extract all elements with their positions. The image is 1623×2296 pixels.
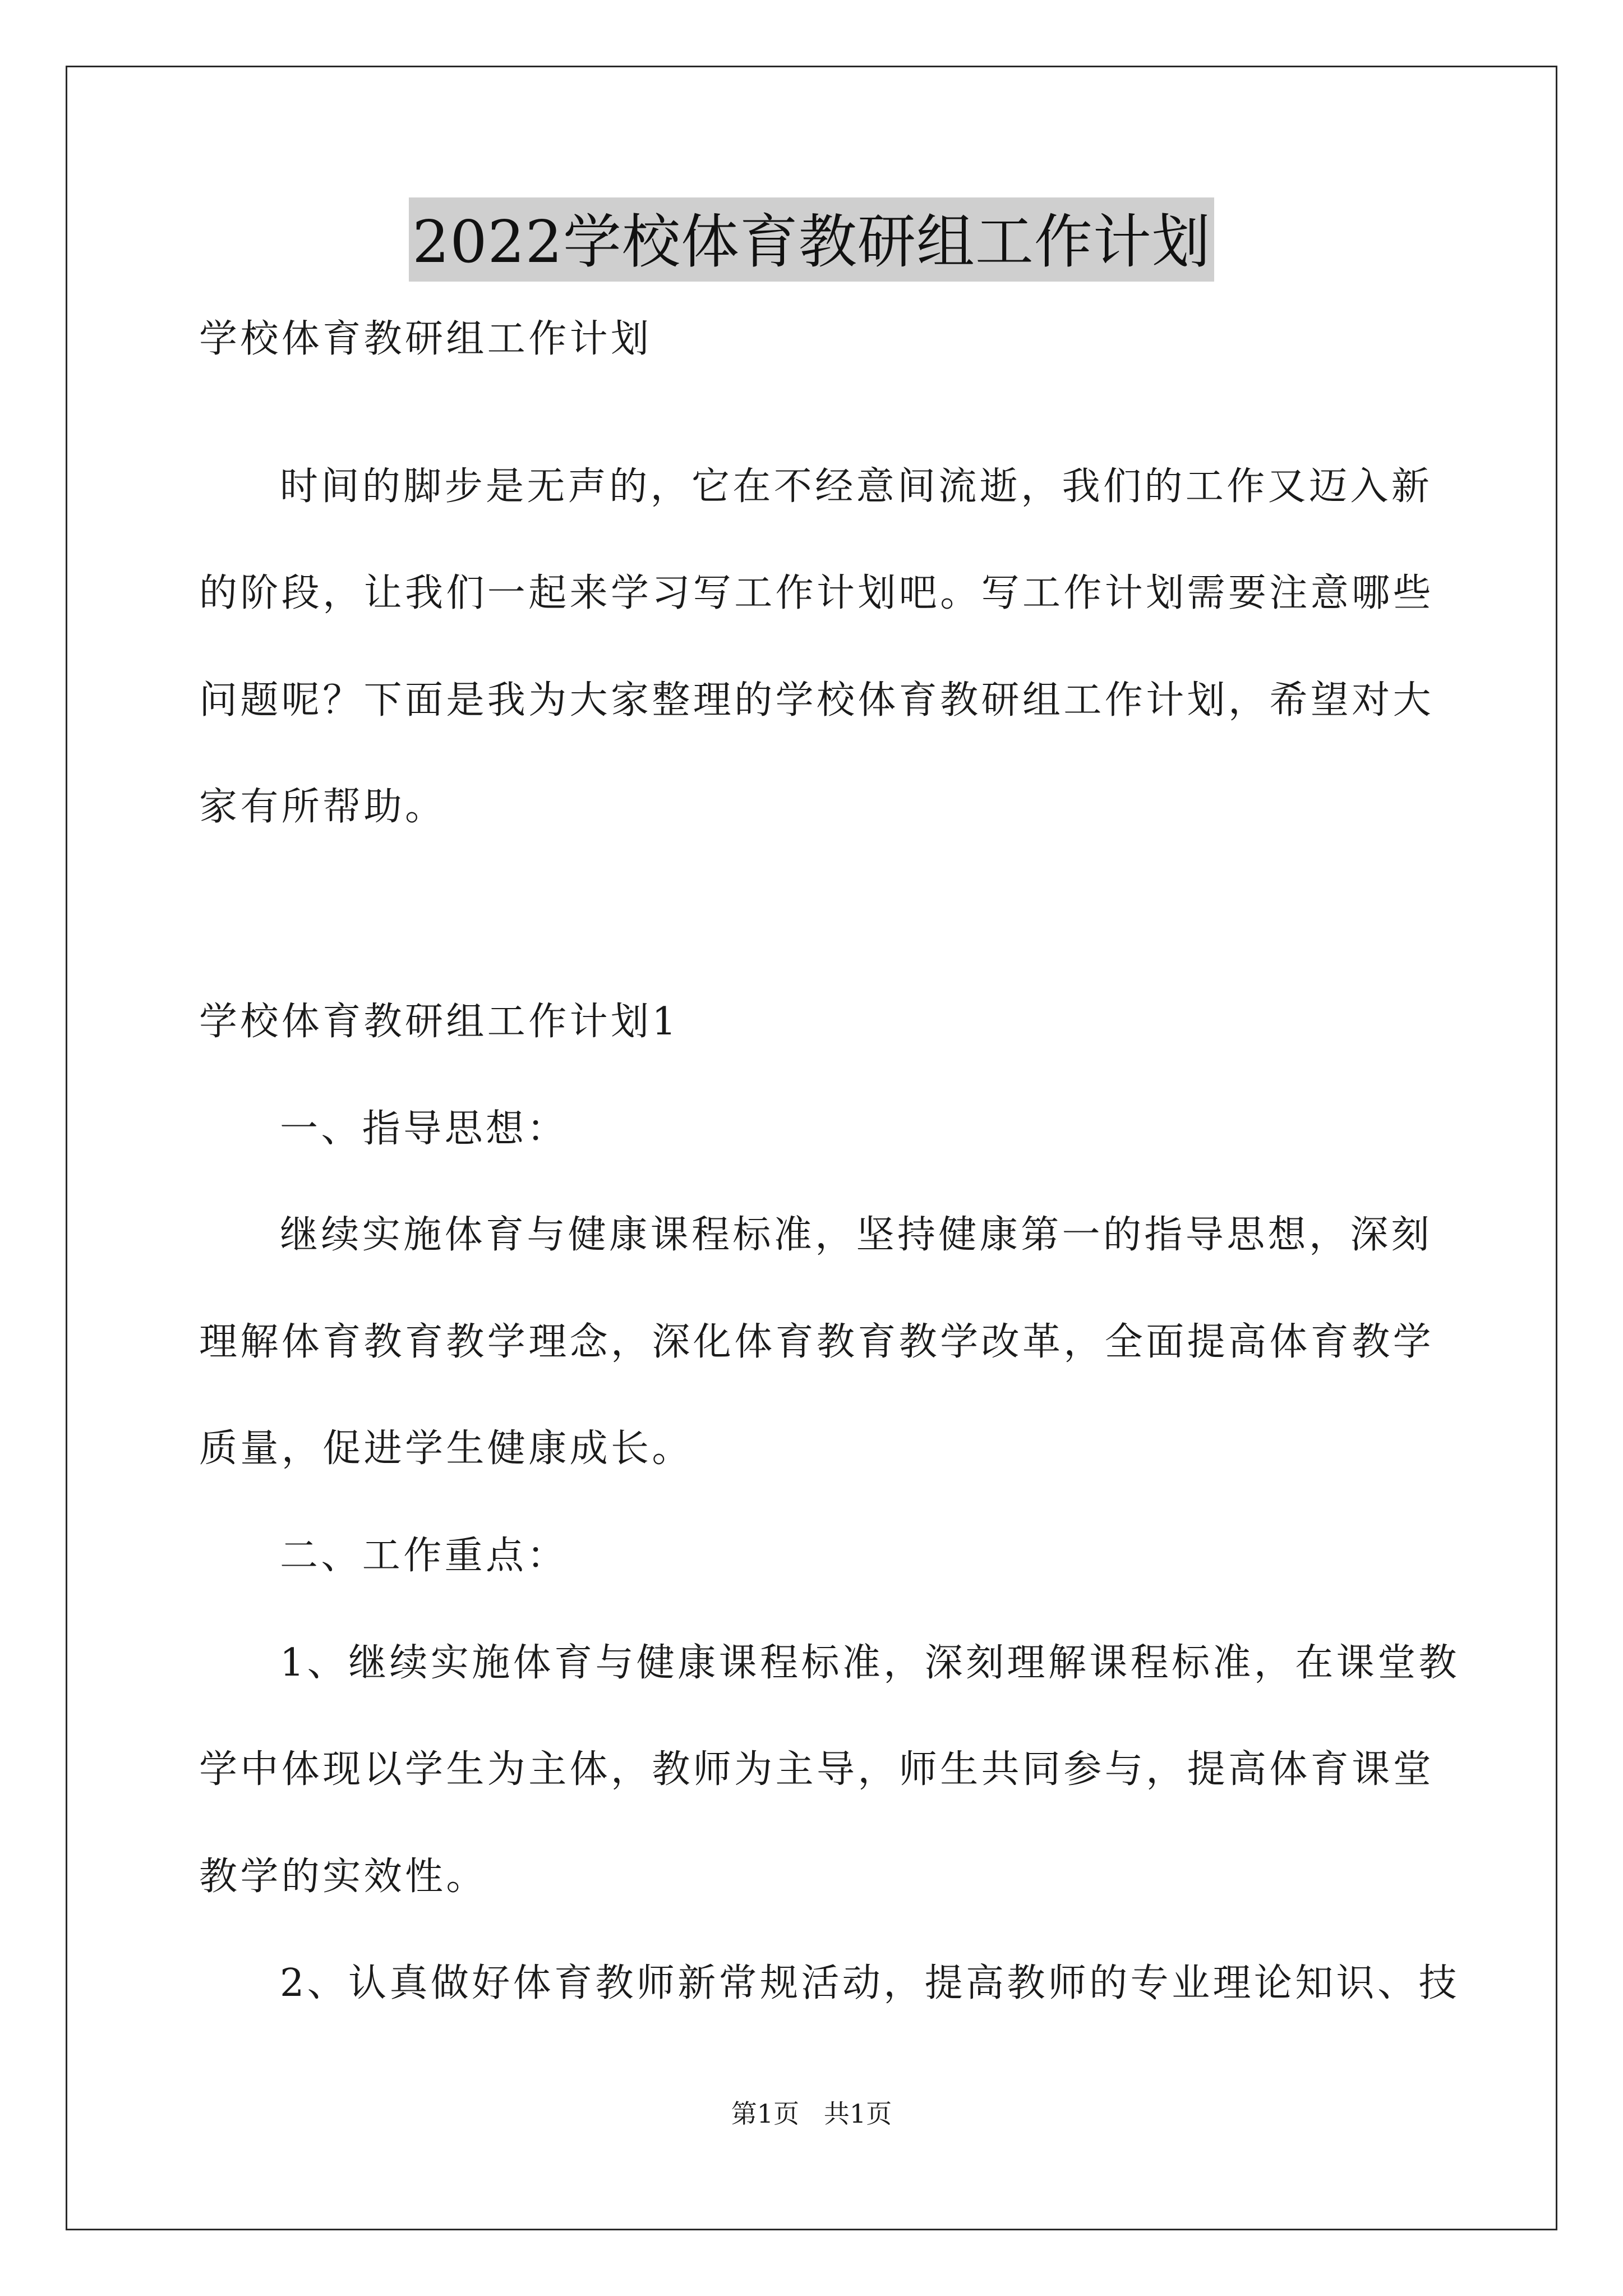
paragraph-line: 家有所帮助。 [199, 785, 446, 829]
section-heading: 二、工作重点： [280, 1534, 568, 1578]
paragraph-line: 2、认真做好体育教师新常规活动，提高教师的专业理论知识、技 [280, 1961, 1460, 2005]
paragraph-line: 理解体育教育教学理念，深化体育教育教学改革，全面提高体育教学 [199, 1320, 1435, 1364]
paragraph-line: 问题呢？下面是我为大家整理的学校体育教研组工作计划，希望对大 [199, 678, 1435, 723]
paragraph-line: 时间的脚步是无声的，它在不经意间流逝，我们的工作又迈入新 [280, 464, 1433, 509]
section-heading: 学校体育教研组工作计划1 [199, 1000, 680, 1044]
paragraph-line: 1、继续实施体育与健康课程标准，深刻理解课程标准，在课堂教 [280, 1641, 1460, 1685]
paragraph-line: 学中体现以学生为主体，教师为主导，师生共同参与，提高体育课堂 [199, 1747, 1435, 1792]
title-container [0, 197, 1623, 282]
section-heading: 一、指导思想： [280, 1107, 568, 1151]
paragraph-line: 的阶段，让我们一起来学习写工作计划吧。写工作计划需要注意哪些 [199, 571, 1435, 615]
page-footer: 第1页 共1页 [731, 2099, 892, 2129]
document-title: 2022学校体育教研组工作计划 [409, 197, 1214, 282]
paragraph-line: 质量，促进学生健康成长。 [199, 1427, 693, 1471]
paragraph-line: 教学的实效性。 [199, 1855, 487, 1899]
subtitle-line: 学校体育教研组工作计划 [199, 317, 652, 361]
paragraph-line: 继续实施体育与健康课程标准，坚持健康第一的指导思想，深刻 [280, 1213, 1433, 1257]
